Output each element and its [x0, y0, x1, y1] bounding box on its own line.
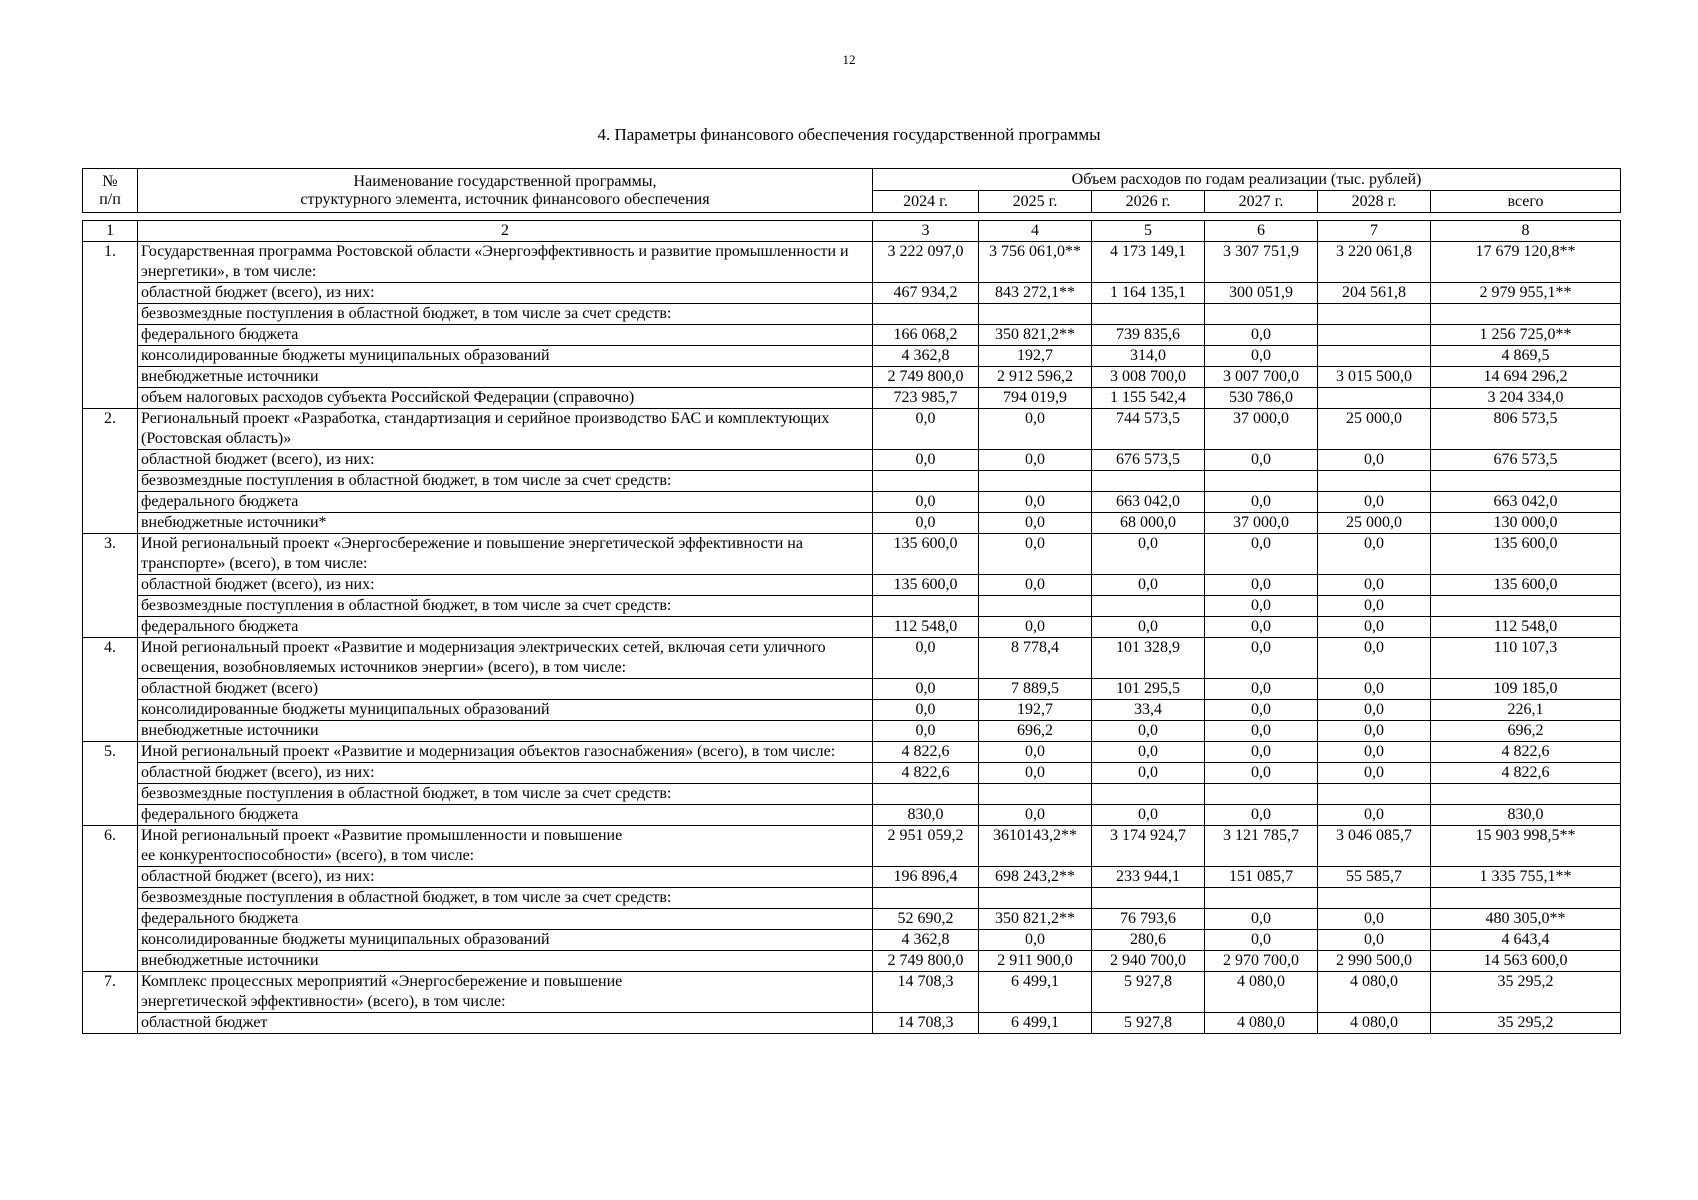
row-number: 2. [83, 409, 138, 534]
value-cell: 17 679 120,8** [1431, 242, 1621, 283]
value-cell: 112 548,0 [1431, 617, 1621, 638]
value-cell: 4 822,6 [873, 763, 979, 784]
header-year: 2025 г. [979, 191, 1092, 213]
column-number: 6 [1205, 221, 1318, 242]
row-name: областной бюджет (всего) [138, 679, 873, 700]
value-cell: 0,0 [1318, 617, 1431, 638]
value-cell: 33,4 [1092, 700, 1205, 721]
row-name: федерального бюджета [138, 909, 873, 930]
header-year: 2027 г. [1205, 191, 1318, 213]
value-cell: 830,0 [1431, 805, 1621, 826]
row-name: безвозмездные поступления в областной бюджет, в том числе за счет средств: [138, 304, 873, 325]
table-row [83, 638, 1621, 679]
table-row [83, 346, 1621, 367]
value-cell: 3 174 924,7 [1092, 826, 1205, 867]
column-number: 1 [83, 221, 138, 242]
value-cell [1318, 888, 1431, 909]
value-cell: 0,0 [1205, 534, 1318, 575]
value-cell: 0,0 [1318, 575, 1431, 596]
value-cell: 3 008 700,0 [1092, 367, 1205, 388]
value-cell: 676 573,5 [1431, 450, 1621, 471]
value-cell [1431, 471, 1621, 492]
header-total: всего [1431, 191, 1621, 213]
header-volume: Объем расходов по годам реализации (тыс. рублей) [873, 169, 1621, 191]
page-title: 4. Параметры финансового обеспечения государственной программы [597, 125, 1101, 144]
value-cell: 2 951 059,2 [873, 826, 979, 867]
table-row [83, 450, 1621, 471]
value-cell: 25 000,0 [1318, 513, 1431, 534]
value-cell: 0,0 [979, 763, 1092, 784]
value-cell: 0,0 [979, 492, 1092, 513]
value-cell: 0,0 [1205, 492, 1318, 513]
table-row [83, 409, 1621, 450]
table-row [83, 951, 1621, 972]
value-cell: 55 585,7 [1318, 867, 1431, 888]
row-number: 7. [83, 972, 138, 1034]
value-cell: 0,0 [1205, 805, 1318, 826]
table-row [83, 471, 1621, 492]
table-row [83, 304, 1621, 325]
table-row [83, 909, 1621, 930]
row-name: безвозмездные поступления в областной бюджет, в том числе за счет средств: [138, 596, 873, 617]
row-name: безвозмездные поступления в областной бюджет, в том числе за счет средств: [138, 784, 873, 805]
value-cell: 676 573,5 [1092, 450, 1205, 471]
row-name: Иной региональный проект «Энергосбережение и повышение энергетической эффективности на транспорте» (всего), в том числе: [138, 534, 873, 575]
table-row [83, 596, 1621, 617]
value-cell: 0,0 [979, 930, 1092, 951]
value-cell: 0,0 [979, 409, 1092, 450]
value-cell: 0,0 [1205, 721, 1318, 742]
row-name: внебюджетные источники [138, 721, 873, 742]
value-cell: 52 690,2 [873, 909, 979, 930]
value-cell: 192,7 [979, 346, 1092, 367]
value-cell: 4 362,8 [873, 930, 979, 951]
row-number: 3. [83, 534, 138, 638]
value-cell: 467 934,2 [873, 283, 979, 304]
value-cell: 37 000,0 [1205, 513, 1318, 534]
value-cell: 794 019,9 [979, 388, 1092, 409]
value-cell: 2 940 700,0 [1092, 951, 1205, 972]
value-cell: 0,0 [1205, 325, 1318, 346]
table-row [83, 513, 1621, 534]
value-cell: 4 643,4 [1431, 930, 1621, 951]
value-cell: 37 000,0 [1205, 409, 1318, 450]
value-cell: 723 985,7 [873, 388, 979, 409]
value-cell: 14 563 600,0 [1431, 951, 1621, 972]
value-cell: 8 778,4 [979, 638, 1092, 679]
table-row [83, 1013, 1621, 1034]
row-name: внебюджетные источники [138, 367, 873, 388]
value-cell: 0,0 [1205, 909, 1318, 930]
value-cell: 25 000,0 [1318, 409, 1431, 450]
value-cell: 2 749 800,0 [873, 367, 979, 388]
value-cell: 0,0 [1092, 575, 1205, 596]
value-cell: 830,0 [873, 805, 979, 826]
table-row [83, 930, 1621, 951]
value-cell: 696,2 [979, 721, 1092, 742]
value-cell [1205, 784, 1318, 805]
row-name: внебюджетные источники [138, 951, 873, 972]
table-row [83, 388, 1621, 409]
value-cell: 2 970 700,0 [1205, 951, 1318, 972]
table-row [83, 721, 1621, 742]
row-name: областной бюджет [138, 1013, 873, 1034]
value-cell: 663 042,0 [1431, 492, 1621, 513]
table-row [83, 242, 1621, 283]
value-cell [1318, 388, 1431, 409]
value-cell [1431, 596, 1621, 617]
column-number: 4 [979, 221, 1092, 242]
value-cell: 0,0 [979, 742, 1092, 763]
value-cell: 110 107,3 [1431, 638, 1621, 679]
value-cell [1205, 304, 1318, 325]
table-row [83, 742, 1621, 763]
value-cell: 0,0 [1092, 742, 1205, 763]
value-cell: 151 085,7 [1205, 867, 1318, 888]
value-cell [873, 304, 979, 325]
value-cell [1092, 596, 1205, 617]
value-cell: 0,0 [979, 450, 1092, 471]
value-cell: 0,0 [1318, 596, 1431, 617]
column-number: 2 [138, 221, 873, 242]
row-name: внебюджетные источники* [138, 513, 873, 534]
value-cell: 0,0 [1092, 805, 1205, 826]
value-cell: 0,0 [873, 679, 979, 700]
value-cell: 135 600,0 [873, 534, 979, 575]
table-row [83, 492, 1621, 513]
value-cell: 4 080,0 [1318, 1013, 1431, 1034]
value-cell [1431, 304, 1621, 325]
row-name: федерального бюджета [138, 492, 873, 513]
value-cell [1318, 784, 1431, 805]
row-number: 6. [83, 826, 138, 972]
value-cell: 0,0 [1318, 679, 1431, 700]
row-number: 4. [83, 638, 138, 742]
value-cell: 350 821,2** [979, 325, 1092, 346]
row-name: областной бюджет (всего), из них: [138, 867, 873, 888]
row-name: федерального бюджета [138, 805, 873, 826]
value-cell: 698 243,2** [979, 867, 1092, 888]
value-cell: 0,0 [1092, 534, 1205, 575]
value-cell: 350 821,2** [979, 909, 1092, 930]
value-cell: 4 080,0 [1318, 972, 1431, 1013]
row-name: областной бюджет (всего), из них: [138, 283, 873, 304]
value-cell [873, 784, 979, 805]
value-cell: 3610143,2** [979, 826, 1092, 867]
value-cell: 3 222 097,0 [873, 242, 979, 283]
value-cell: 806 573,5 [1431, 409, 1621, 450]
table-row [83, 679, 1621, 700]
value-cell: 0,0 [1205, 346, 1318, 367]
value-cell: 135 600,0 [1431, 575, 1621, 596]
value-cell: 0,0 [1318, 742, 1431, 763]
row-name: консолидированные бюджеты муниципальных образований [138, 700, 873, 721]
table-row [83, 367, 1621, 388]
row-name: Региональный проект «Разработка, стандартизация и серийное производство БАС и комплектующих (Ростовская область)» [138, 409, 873, 450]
value-cell: 663 042,0 [1092, 492, 1205, 513]
value-cell: 0,0 [1318, 492, 1431, 513]
value-cell: 0,0 [1205, 596, 1318, 617]
value-cell: 6 499,1 [979, 972, 1092, 1013]
row-name: объем налоговых расходов субъекта Российской Федерации (справочно) [138, 388, 873, 409]
table-row [83, 283, 1621, 304]
row-number: 1. [83, 242, 138, 409]
value-cell: 226,1 [1431, 700, 1621, 721]
value-cell [1092, 888, 1205, 909]
value-cell [1092, 471, 1205, 492]
value-cell: 2 749 800,0 [873, 951, 979, 972]
value-cell: 0,0 [979, 513, 1092, 534]
column-number: 7 [1318, 221, 1431, 242]
header-name: Наименование государственной программы, структурного элемента, источник финансового обеспечения [138, 169, 873, 213]
value-cell: 530 786,0 [1205, 388, 1318, 409]
value-cell: 1 155 542,4 [1092, 388, 1205, 409]
value-cell [979, 888, 1092, 909]
value-cell: 0,0 [1205, 742, 1318, 763]
row-name: безвозмездные поступления в областной бюджет, в том числе за счет средств: [138, 471, 873, 492]
value-cell: 696,2 [1431, 721, 1621, 742]
value-cell: 2 911 900,0 [979, 951, 1092, 972]
table-row [83, 805, 1621, 826]
value-cell: 101 328,9 [1092, 638, 1205, 679]
header-number: № п/п [83, 169, 138, 213]
value-cell: 4 080,0 [1205, 972, 1318, 1013]
value-cell: 3 307 751,9 [1205, 242, 1318, 283]
value-cell: 192,7 [979, 700, 1092, 721]
column-number: 8 [1431, 221, 1621, 242]
value-cell: 68 000,0 [1092, 513, 1205, 534]
value-cell: 4 869,5 [1431, 346, 1621, 367]
value-cell: 0,0 [1318, 700, 1431, 721]
value-cell: 0,0 [1205, 700, 1318, 721]
value-cell [1318, 325, 1431, 346]
value-cell [1318, 471, 1431, 492]
table-row [83, 867, 1621, 888]
value-cell: 0,0 [979, 575, 1092, 596]
value-cell: 0,0 [979, 617, 1092, 638]
value-cell: 0,0 [1205, 638, 1318, 679]
value-cell: 0,0 [1318, 930, 1431, 951]
value-cell: 0,0 [1318, 805, 1431, 826]
value-cell: 3 015 500,0 [1318, 367, 1431, 388]
value-cell: 0,0 [1092, 763, 1205, 784]
value-cell: 0,0 [873, 450, 979, 471]
value-cell: 101 295,5 [1092, 679, 1205, 700]
value-cell: 35 295,2 [1431, 972, 1621, 1013]
value-cell: 14 694 296,2 [1431, 367, 1621, 388]
value-cell: 204 561,8 [1318, 283, 1431, 304]
value-cell: 0,0 [873, 638, 979, 679]
value-cell: 314,0 [1092, 346, 1205, 367]
value-cell: 166 068,2 [873, 325, 979, 346]
row-name: федерального бюджета [138, 325, 873, 346]
value-cell: 15 903 998,5** [1431, 826, 1621, 867]
value-cell: 135 600,0 [1431, 534, 1621, 575]
table-row [83, 888, 1621, 909]
row-name: Иной региональный проект «Развитие и модернизация электрических сетей, включая сети уличного освещения, возобновляемых источников энергии» (всего), в том числе: [138, 638, 873, 679]
header-year: 2026 г. [1092, 191, 1205, 213]
value-cell [1092, 304, 1205, 325]
value-cell: 843 272,1** [979, 283, 1092, 304]
row-name: Иной региональный проект «Развитие и модернизация объектов газоснабжения» (всего), в том числе: [138, 742, 873, 763]
row-name: Государственная программа Ростовской области «Энергоэффективность и развитие промышленности и энергетики», в том числе: [138, 242, 873, 283]
value-cell: 3 046 085,7 [1318, 826, 1431, 867]
value-cell: 0,0 [873, 492, 979, 513]
value-cell: 135 600,0 [873, 575, 979, 596]
value-cell: 4 822,6 [873, 742, 979, 763]
value-cell: 112 548,0 [873, 617, 979, 638]
value-cell [1318, 304, 1431, 325]
value-cell: 3 756 061,0** [979, 242, 1092, 283]
table-row [83, 325, 1621, 346]
table-row [83, 534, 1621, 575]
row-name: Иной региональный проект «Развитие промышленности и повышение ее конкурентоспособности» (всего), в том числе: [138, 826, 873, 867]
value-cell: 0,0 [1205, 930, 1318, 951]
value-cell: 2 979 955,1** [1431, 283, 1621, 304]
value-cell [1205, 471, 1318, 492]
column-number: 3 [873, 221, 979, 242]
value-cell: 0,0 [1092, 617, 1205, 638]
page-number: 12 [842, 52, 856, 67]
value-cell [979, 596, 1092, 617]
value-cell: 2 912 596,2 [979, 367, 1092, 388]
value-cell [873, 471, 979, 492]
table-row [83, 826, 1621, 867]
column-number: 5 [1092, 221, 1205, 242]
value-cell: 0,0 [1318, 763, 1431, 784]
value-cell: 4 822,6 [1431, 742, 1621, 763]
value-cell: 233 944,1 [1092, 867, 1205, 888]
value-cell: 5 927,8 [1092, 1013, 1205, 1034]
value-cell: 0,0 [1205, 763, 1318, 784]
table-row [83, 784, 1621, 805]
table-row [83, 972, 1621, 1013]
value-cell [1205, 888, 1318, 909]
value-cell: 130 000,0 [1431, 513, 1621, 534]
value-cell: 0,0 [873, 409, 979, 450]
value-cell: 0,0 [1205, 575, 1318, 596]
value-cell: 0,0 [1205, 450, 1318, 471]
value-cell: 6 499,1 [979, 1013, 1092, 1034]
value-cell [979, 471, 1092, 492]
value-cell: 300 051,9 [1205, 283, 1318, 304]
value-cell: 14 708,3 [873, 1013, 979, 1034]
table-row [83, 575, 1621, 596]
value-cell: 0,0 [1318, 909, 1431, 930]
value-cell: 1 335 755,1** [1431, 867, 1621, 888]
value-cell: 3 204 334,0 [1431, 388, 1621, 409]
value-cell: 0,0 [873, 513, 979, 534]
value-cell: 7 889,5 [979, 679, 1092, 700]
value-cell: 0,0 [1205, 617, 1318, 638]
value-cell [873, 888, 979, 909]
value-cell: 14 708,3 [873, 972, 979, 1013]
value-cell: 4 822,6 [1431, 763, 1621, 784]
value-cell: 0,0 [1318, 721, 1431, 742]
header-year: 2024 г. [873, 191, 979, 213]
value-cell: 480 305,0** [1431, 909, 1621, 930]
row-number: 5. [83, 742, 138, 826]
value-cell: 3 220 061,8 [1318, 242, 1431, 283]
value-cell [873, 596, 979, 617]
value-cell: 2 990 500,0 [1318, 951, 1431, 972]
value-cell: 0,0 [1318, 450, 1431, 471]
value-cell [979, 784, 1092, 805]
value-cell: 5 927,8 [1092, 972, 1205, 1013]
value-cell: 196 896,4 [873, 867, 979, 888]
value-cell: 4 080,0 [1205, 1013, 1318, 1034]
value-cell: 739 835,6 [1092, 325, 1205, 346]
value-cell: 1 256 725,0** [1431, 325, 1621, 346]
table-row [83, 700, 1621, 721]
value-cell: 3 007 700,0 [1205, 367, 1318, 388]
value-cell: 1 164 135,1 [1092, 283, 1205, 304]
column-number-row [83, 221, 1621, 242]
finance-table [82, 220, 1621, 1034]
value-cell: 744 573,5 [1092, 409, 1205, 450]
value-cell: 4 173 149,1 [1092, 242, 1205, 283]
value-cell: 0,0 [979, 805, 1092, 826]
row-name: областной бюджет (всего), из них: [138, 450, 873, 471]
value-cell: 0,0 [979, 534, 1092, 575]
value-cell [1431, 888, 1621, 909]
row-name: консолидированные бюджеты муниципальных образований [138, 346, 873, 367]
value-cell: 280,6 [1092, 930, 1205, 951]
row-name: областной бюджет (всего), из них: [138, 763, 873, 784]
value-cell [979, 304, 1092, 325]
row-name: федерального бюджета [138, 617, 873, 638]
table-header [82, 168, 1621, 213]
value-cell: 0,0 [1318, 638, 1431, 679]
value-cell: 0,0 [1092, 721, 1205, 742]
row-name: Комплекс процессных мероприятий «Энергосбережение и повышение энергетической эффективности» (всего), в том числе: [138, 972, 873, 1013]
value-cell: 4 362,8 [873, 346, 979, 367]
table-row [83, 617, 1621, 638]
value-cell [1092, 784, 1205, 805]
value-cell: 3 121 785,7 [1205, 826, 1318, 867]
row-name: консолидированные бюджеты муниципальных образований [138, 930, 873, 951]
value-cell: 0,0 [1205, 679, 1318, 700]
header-year: 2028 г. [1318, 191, 1431, 213]
row-name: областной бюджет (всего), из них: [138, 575, 873, 596]
value-cell: 0,0 [873, 700, 979, 721]
table-row [83, 763, 1621, 784]
value-cell: 35 295,2 [1431, 1013, 1621, 1034]
value-cell: 0,0 [1318, 534, 1431, 575]
value-cell: 0,0 [873, 721, 979, 742]
row-name: безвозмездные поступления в областной бюджет, в том числе за счет средств: [138, 888, 873, 909]
value-cell: 109 185,0 [1431, 679, 1621, 700]
value-cell [1318, 346, 1431, 367]
value-cell: 76 793,6 [1092, 909, 1205, 930]
value-cell [1431, 784, 1621, 805]
